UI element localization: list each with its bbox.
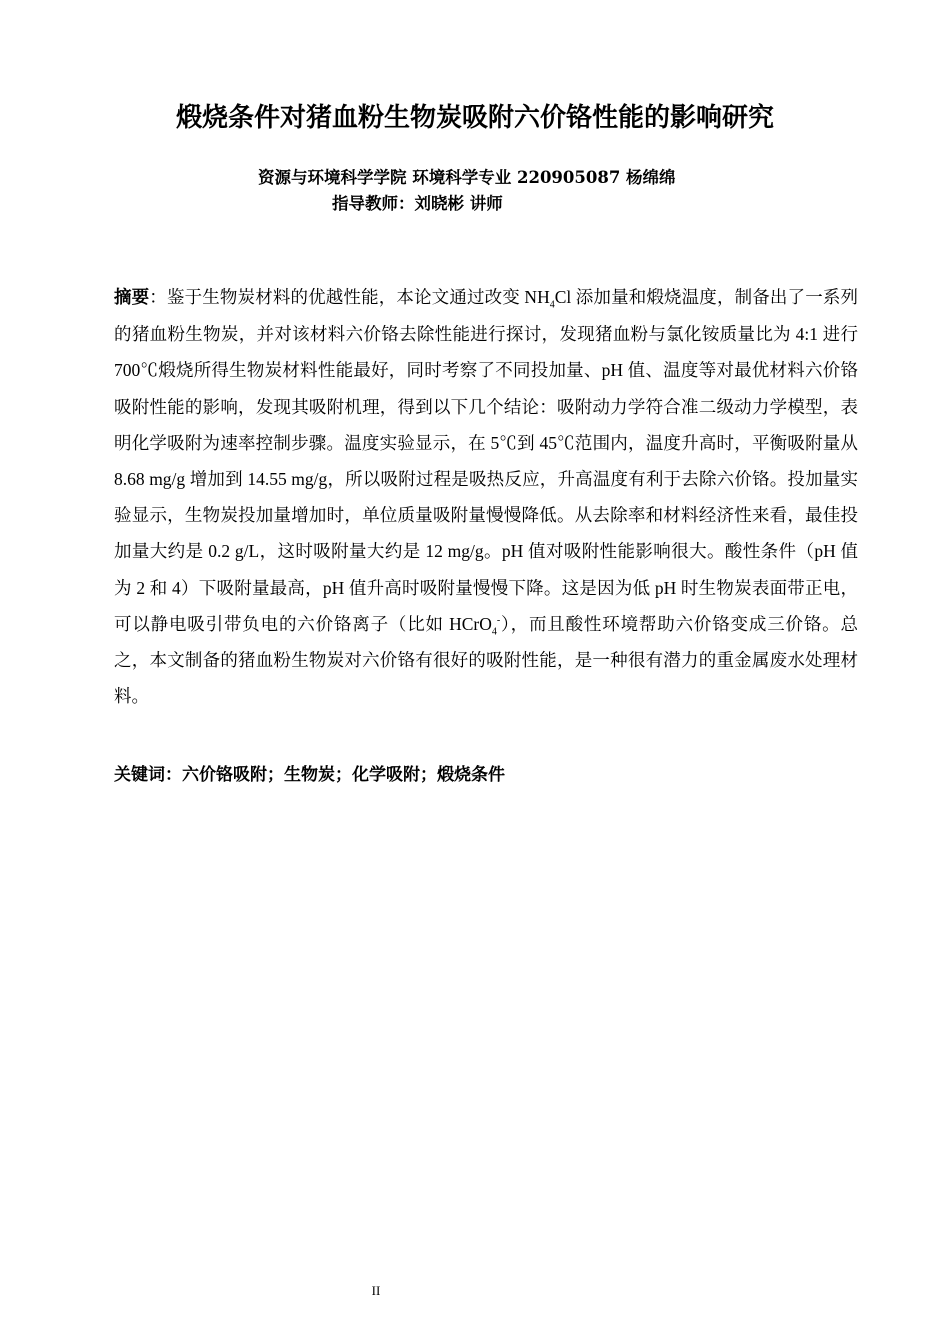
hcro4-subscript: 4 [491, 626, 497, 638]
nh4-subscript: 4 [549, 299, 555, 311]
abstract-paragraph [114, 279, 858, 714]
abstract-text-part1: 鉴于生物炭材料的优越性能，本论文通过改变 NH [166, 287, 550, 307]
abstract-text-part3: ），而且酸性环境帮助六价铬变成三价铬。总之，本文制备的猪血粉生物炭对六价铬有很好的吸附性能，是一种很有潜力的重金属废水处理材料。 [114, 613, 859, 707]
page-number: II [371, 1283, 381, 1298]
advisor-info: 指导教师：刘晓彬 讲师 [332, 194, 503, 213]
abstract-colon: ： [149, 287, 167, 307]
keywords-line: 关键词：六价铬吸附；生物炭；化学吸附；煅烧条件 [114, 765, 505, 785]
abstract-text-part2: Cl 添加量和煅烧温度，制备出了一系列的猪血粉生物炭，并对该材料六价铬去除性能进行探讨，发现猪血粉与氯化铵质量比为 4:1 进行 700℃煅烧所得生物炭材料性能最好，同时考察了不同投加量、pH 值、温度等对最优材料六价铬吸附性能的影响，发现其吸附机理，得到以下几个结论：吸附动力学符合准二级动力学模型，表明化学吸附为速率控制步骤。温度实验显示，在 5℃到 45℃范围内，温度升高时，平衡吸附量从 8.68 mg/g 增加到 14.55 mg/g，所以吸附过程是吸热反应，升高温度有利于去除六价铬。投加量实验显示，生物炭投加量增加时，单位质量吸附量慢慢降低。从去除率和材料经济性来看，最佳投加量大约是 0.2 g/L，这时吸附量大约是 12 mg/g。pH 值对吸附性能影响很大。酸性条件（pH 值为 2 和 4）下吸附量最高，pH 值升高时吸附量慢慢下降。这是因为低 pH 时生物炭表面带正电，可以静电吸引带负电的六价铬离子（比如 HCrO [114, 287, 858, 634]
paper-title: 煅烧条件对猪血粉生物炭吸附六价铬性能的影响研究 [175, 103, 774, 133]
hcro4-superscript: - [496, 615, 501, 626]
author-info: 资源与环境科学学院 环境科学专业 220905087 杨绵绵 [258, 168, 676, 187]
abstract-label: 摘要 [114, 288, 150, 308]
